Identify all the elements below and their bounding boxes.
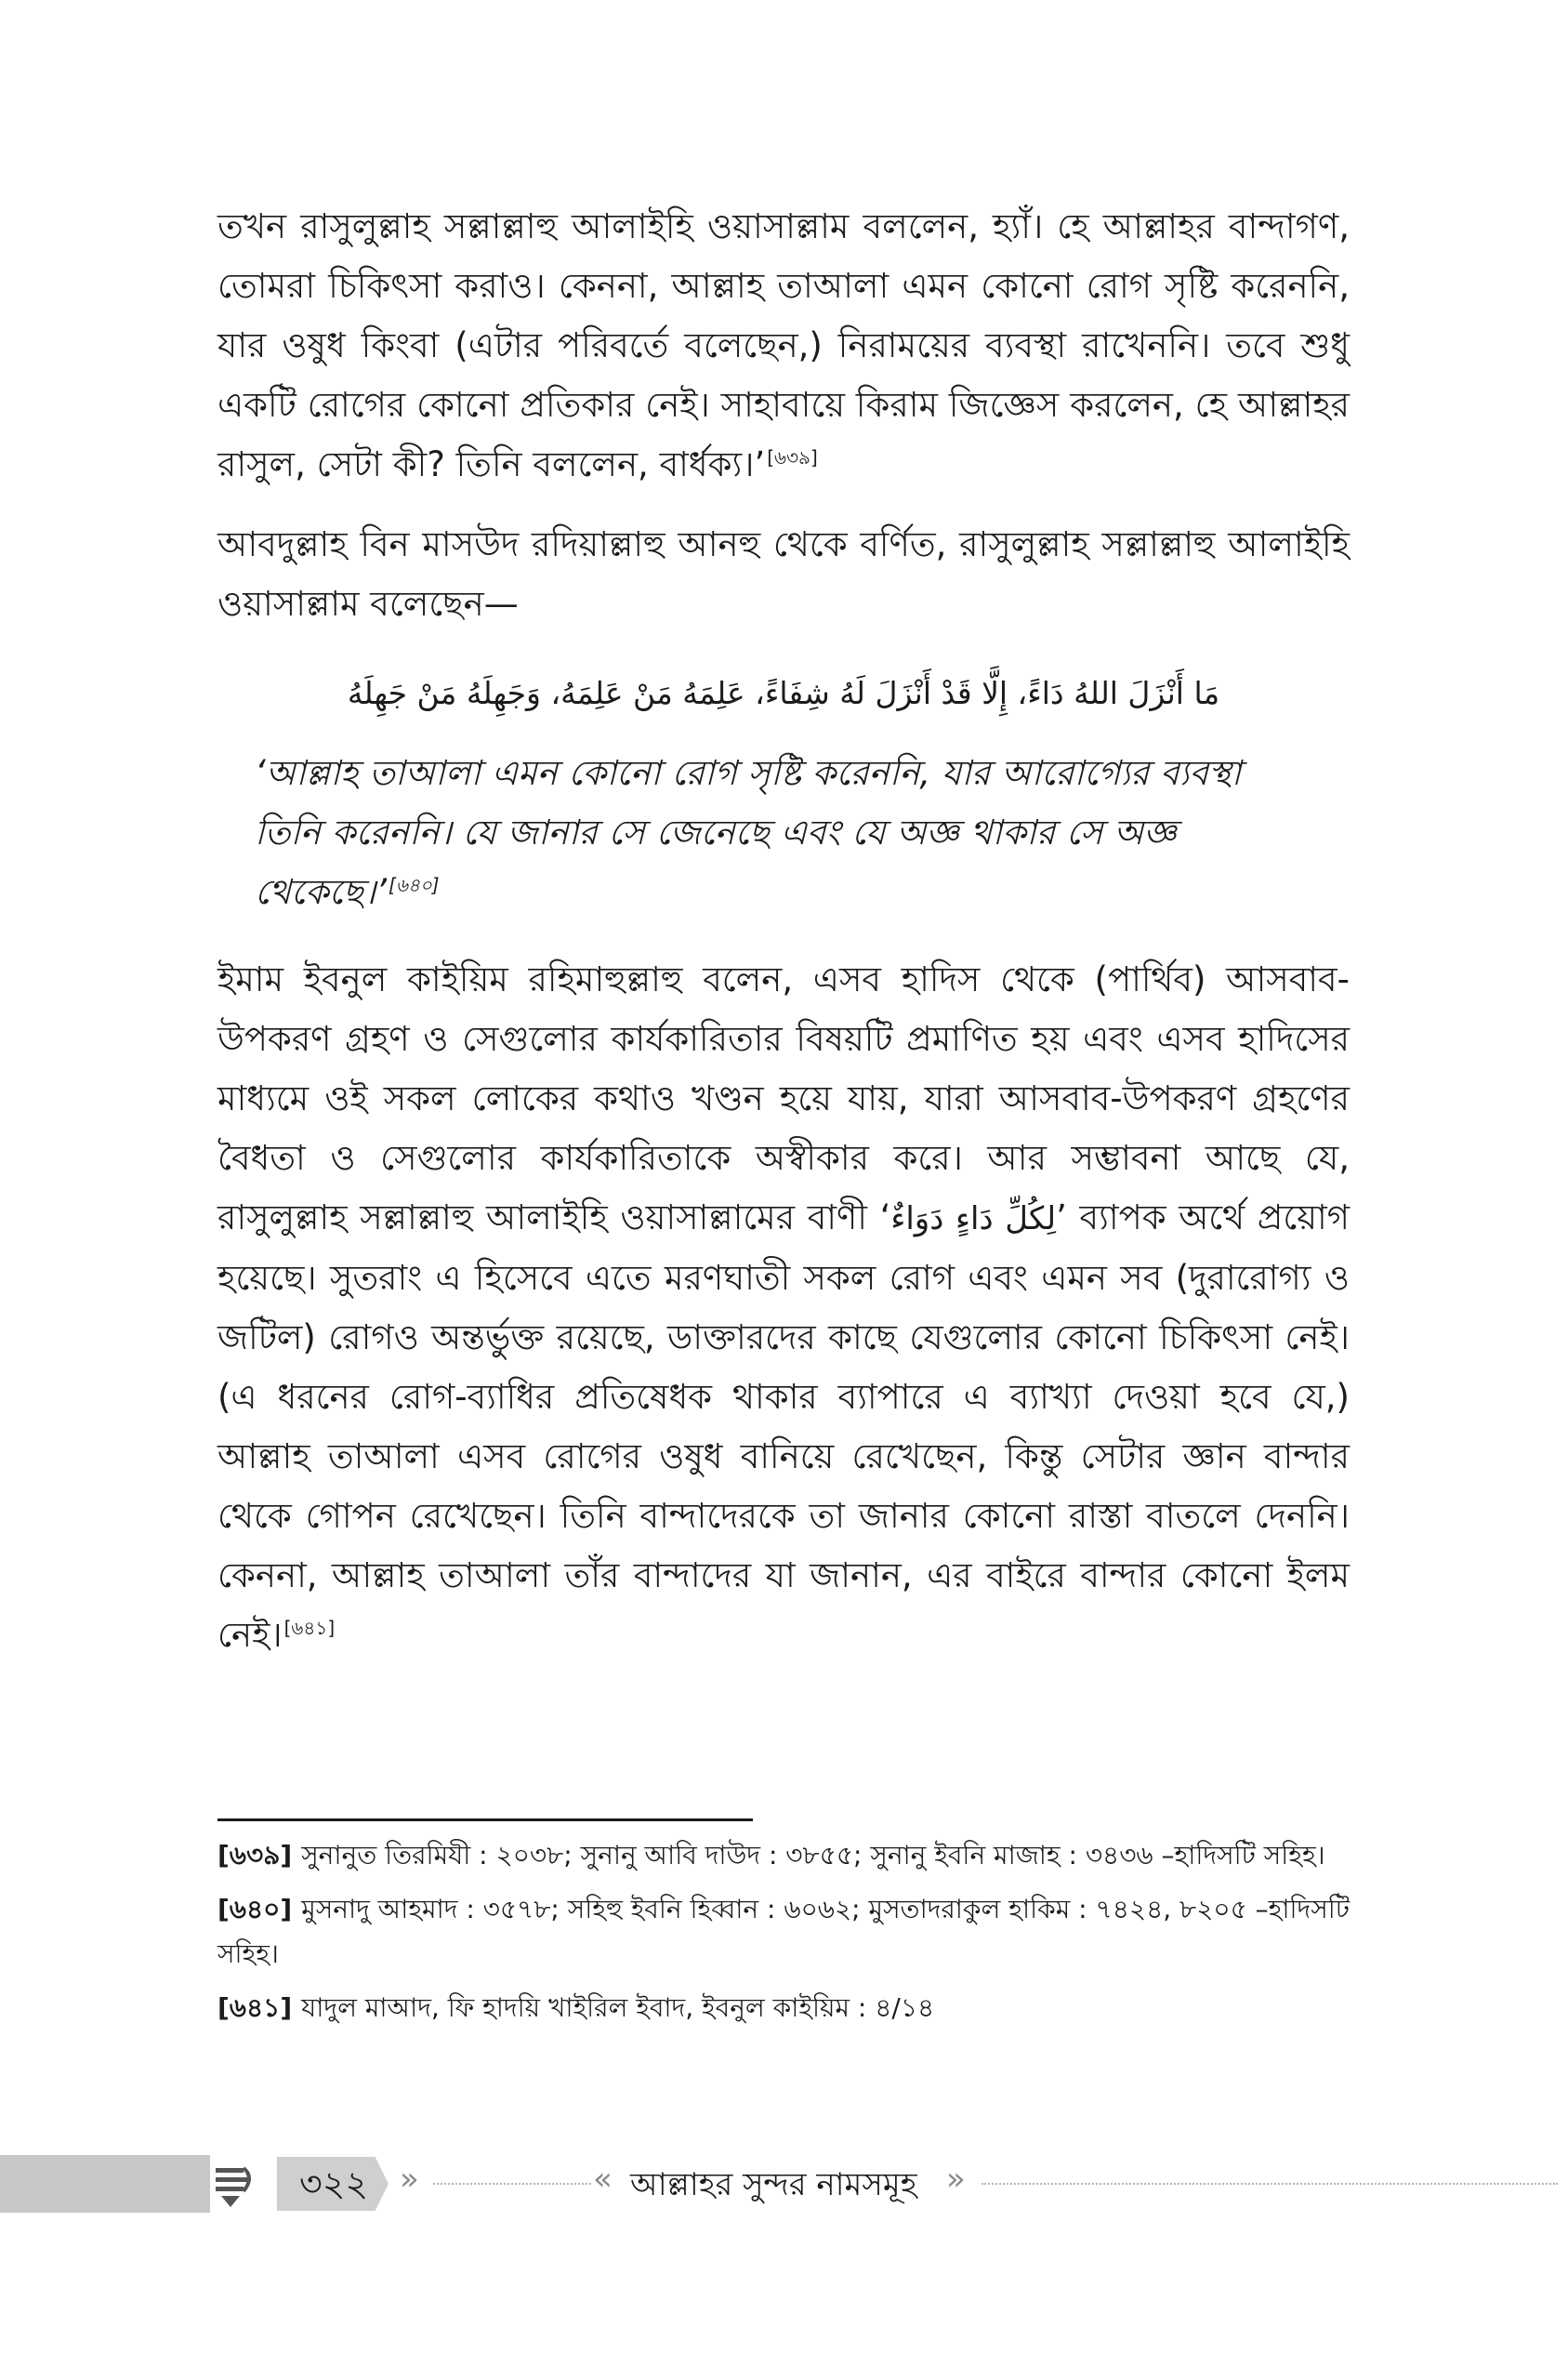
footnotes <box>217 1833 1350 2040</box>
hadith-translation <box>255 744 1312 922</box>
footnote-text: সুনানুত তিরমিযী : ২০৩৮; সুনানু আবি দাউদ : ৩৮৫৫; সুনানু ইবনি মাজাহ : ৩৪৩৬ –হাদিসটি সহিহ। <box>301 1840 1325 1871</box>
chevron-left-icon: « <box>593 2161 613 2198</box>
footnote-ref-641[interactable]: [৬৪১] <box>283 1616 336 1639</box>
page-footer <box>0 2155 1568 2213</box>
paragraph-3 <box>217 950 1350 1665</box>
paragraph-1-text: তখন রাসুলুল্লাহ সল্লাল্লাহু আলাইহি ওয়াসাল্লাম বললেন, হ্যাঁ। হে আল্লাহর বান্দাগণ, তোমরা চিকিৎসা করাও। কেননা, আল্লাহ তাআলা এমন কোনো রোগ সৃষ্টি করেননি, যার ওষুধ কিংবা (এটার পরিবর্তে বলেছেন,) নিরাময়ের ব্যবস্থা রাখেননি। তবে শুধু একটি রোগের কোনো প্রতিকার নেই। সাহাবায়ে কিরাম জিজ্ঞেস করলেন, হে আল্লাহর রাসুল, সেটা কী? তিনি বললেন, বার্ধক্য।’ <box>217 206 1350 484</box>
footnote-number: [৬৪১] <box>217 1992 293 2023</box>
footer-dotted-line-right <box>982 2183 1558 2185</box>
hadith-translation-text: ‘আল্লাহ তাআলা এমন কোনো রোগ সৃষ্টি করেননি, যার আরোগ্যের ব্যবস্থা তিনি করেননি। যে জানার সে জেনেছে এবং যে অজ্ঞ থাকার সে অজ্ঞ থেকেছে।’ <box>255 753 1242 912</box>
footnote-number: [৬৩৯] <box>217 1840 293 1871</box>
footnote-641 <box>217 1986 1350 2030</box>
footnote-640 <box>217 1887 1350 1977</box>
footer-bar <box>0 2155 210 2213</box>
paragraph-2: আবদুল্লাহ বিন মাসউদ রদিয়াল্লাহু আনহু থেকে বর্ণিত, রাসুলুল্লাহ সল্লাল্লাহু আলাইহি ওয়াসাল্লাম বলেছেন— <box>217 524 1350 624</box>
arabic-hadith: مَا أَنْزَلَ اللهُ دَاءً، إِلَّا قَدْ أَنْزَلَ لَهُ شِفَاءً، عَلِمَهُ مَنْ عَلِمَهُ، وَجَهِلَهُ مَنْ جَهِلَهُ <box>347 675 1220 711</box>
footnote-ref-640[interactable]: [৬৪০] <box>389 873 440 896</box>
footnote-639 <box>217 1833 1350 1878</box>
paragraph-1 <box>217 197 1350 495</box>
footnote-number: [৬৪০] <box>217 1894 293 1924</box>
main-text <box>217 197 1350 1665</box>
chevron-right-icon: » <box>400 2161 419 2198</box>
footnote-divider <box>217 1818 753 1821</box>
footer-dotted-line-left <box>433 2183 591 2185</box>
book-title: আল্লাহর সুন্দর নামসমূহ <box>630 2166 917 2203</box>
page-number: ৩২২ <box>299 2163 369 2204</box>
book-mark-icon <box>212 2161 260 2209</box>
chevron-right-icon: » <box>946 2161 966 2198</box>
footnote-text: মুসনাদু আহমাদ : ৩৫৭৮; সহিহু ইবনি হিব্বান : ৬০৬২; মুসতাদরাকুল হাকিম : ৭৪২৪, ৮২০৫ –হাদিসটি সহিহ। <box>217 1894 1350 1969</box>
paragraph-3-text-b: ’ ব্যাপক অর্থে প্রয়োগ হয়েছে। সুতরাং এ হিসেবে এতে মরণঘাতী সকল রোগ এবং এমন সব (দুরারোগ্য ও জটিল) রোগও অন্তর্ভুক্ত রয়েছে, ডাক্তারদের কাছে যেগুলোর কোনো চিকিৎসা নেই। (এ ধরনের রোগ-ব্যাধির প্রতিষেধক থাকার ব্যাপারে এ ব্যাখ্যা দেওয়া হবে যে,) আল্লাহ তাআলা এসব রোগের ওষুধ বানিয়ে রেখেছেন, কিন্তু সেটার জ্ঞান বান্দার থেকে গোপন রেখেছেন। তিনি বান্দাদেরকে তা জানার কোনো রাস্তা বাতলে দেননি। কেননা, আল্লাহ তাআলা তাঁর বান্দাদের যা জানান, এর বাইরে বান্দার কোনো ইলম নেই। <box>217 1197 1350 1655</box>
footnote-text: যাদুল মাআদ, ফি হাদয়ি খাইরিল ইবাদ, ইবনুল কাইয়িম : ৪/১৪ <box>301 1992 935 2023</box>
footnote-ref-639[interactable]: [৬৩৯] <box>767 445 818 469</box>
arabic-inline-phrase: لِكُلِّ دَاءٍ دَوَاءٌ <box>890 1200 1057 1237</box>
paragraph-3-text-a: ইমাম ইবনুল কাইয়িম রহিমাহুল্লাহু বলেন, এসব হাদিস থেকে (পার্থিব) আসবাব-উপকরণ গ্রহণ ও সেগুলোর কার্যকারিতার বিষয়টি প্রমাণিত হয় এবং এসব হাদিসের মাধ্যমে ওই সকল লোকের কথাও খণ্ডন হয়ে যায়, যারা আসবাব-উপকরণ গ্রহণের বৈধতা ও সেগুলোর কার্যকারিতাকে অস্বীকার করে। আর সম্ভাবনা আছে যে, রাসুলুল্লাহ সল্লাল্লাহু আলাইহি ওয়াসাল্লামের বাণী ‘ <box>217 959 1350 1237</box>
